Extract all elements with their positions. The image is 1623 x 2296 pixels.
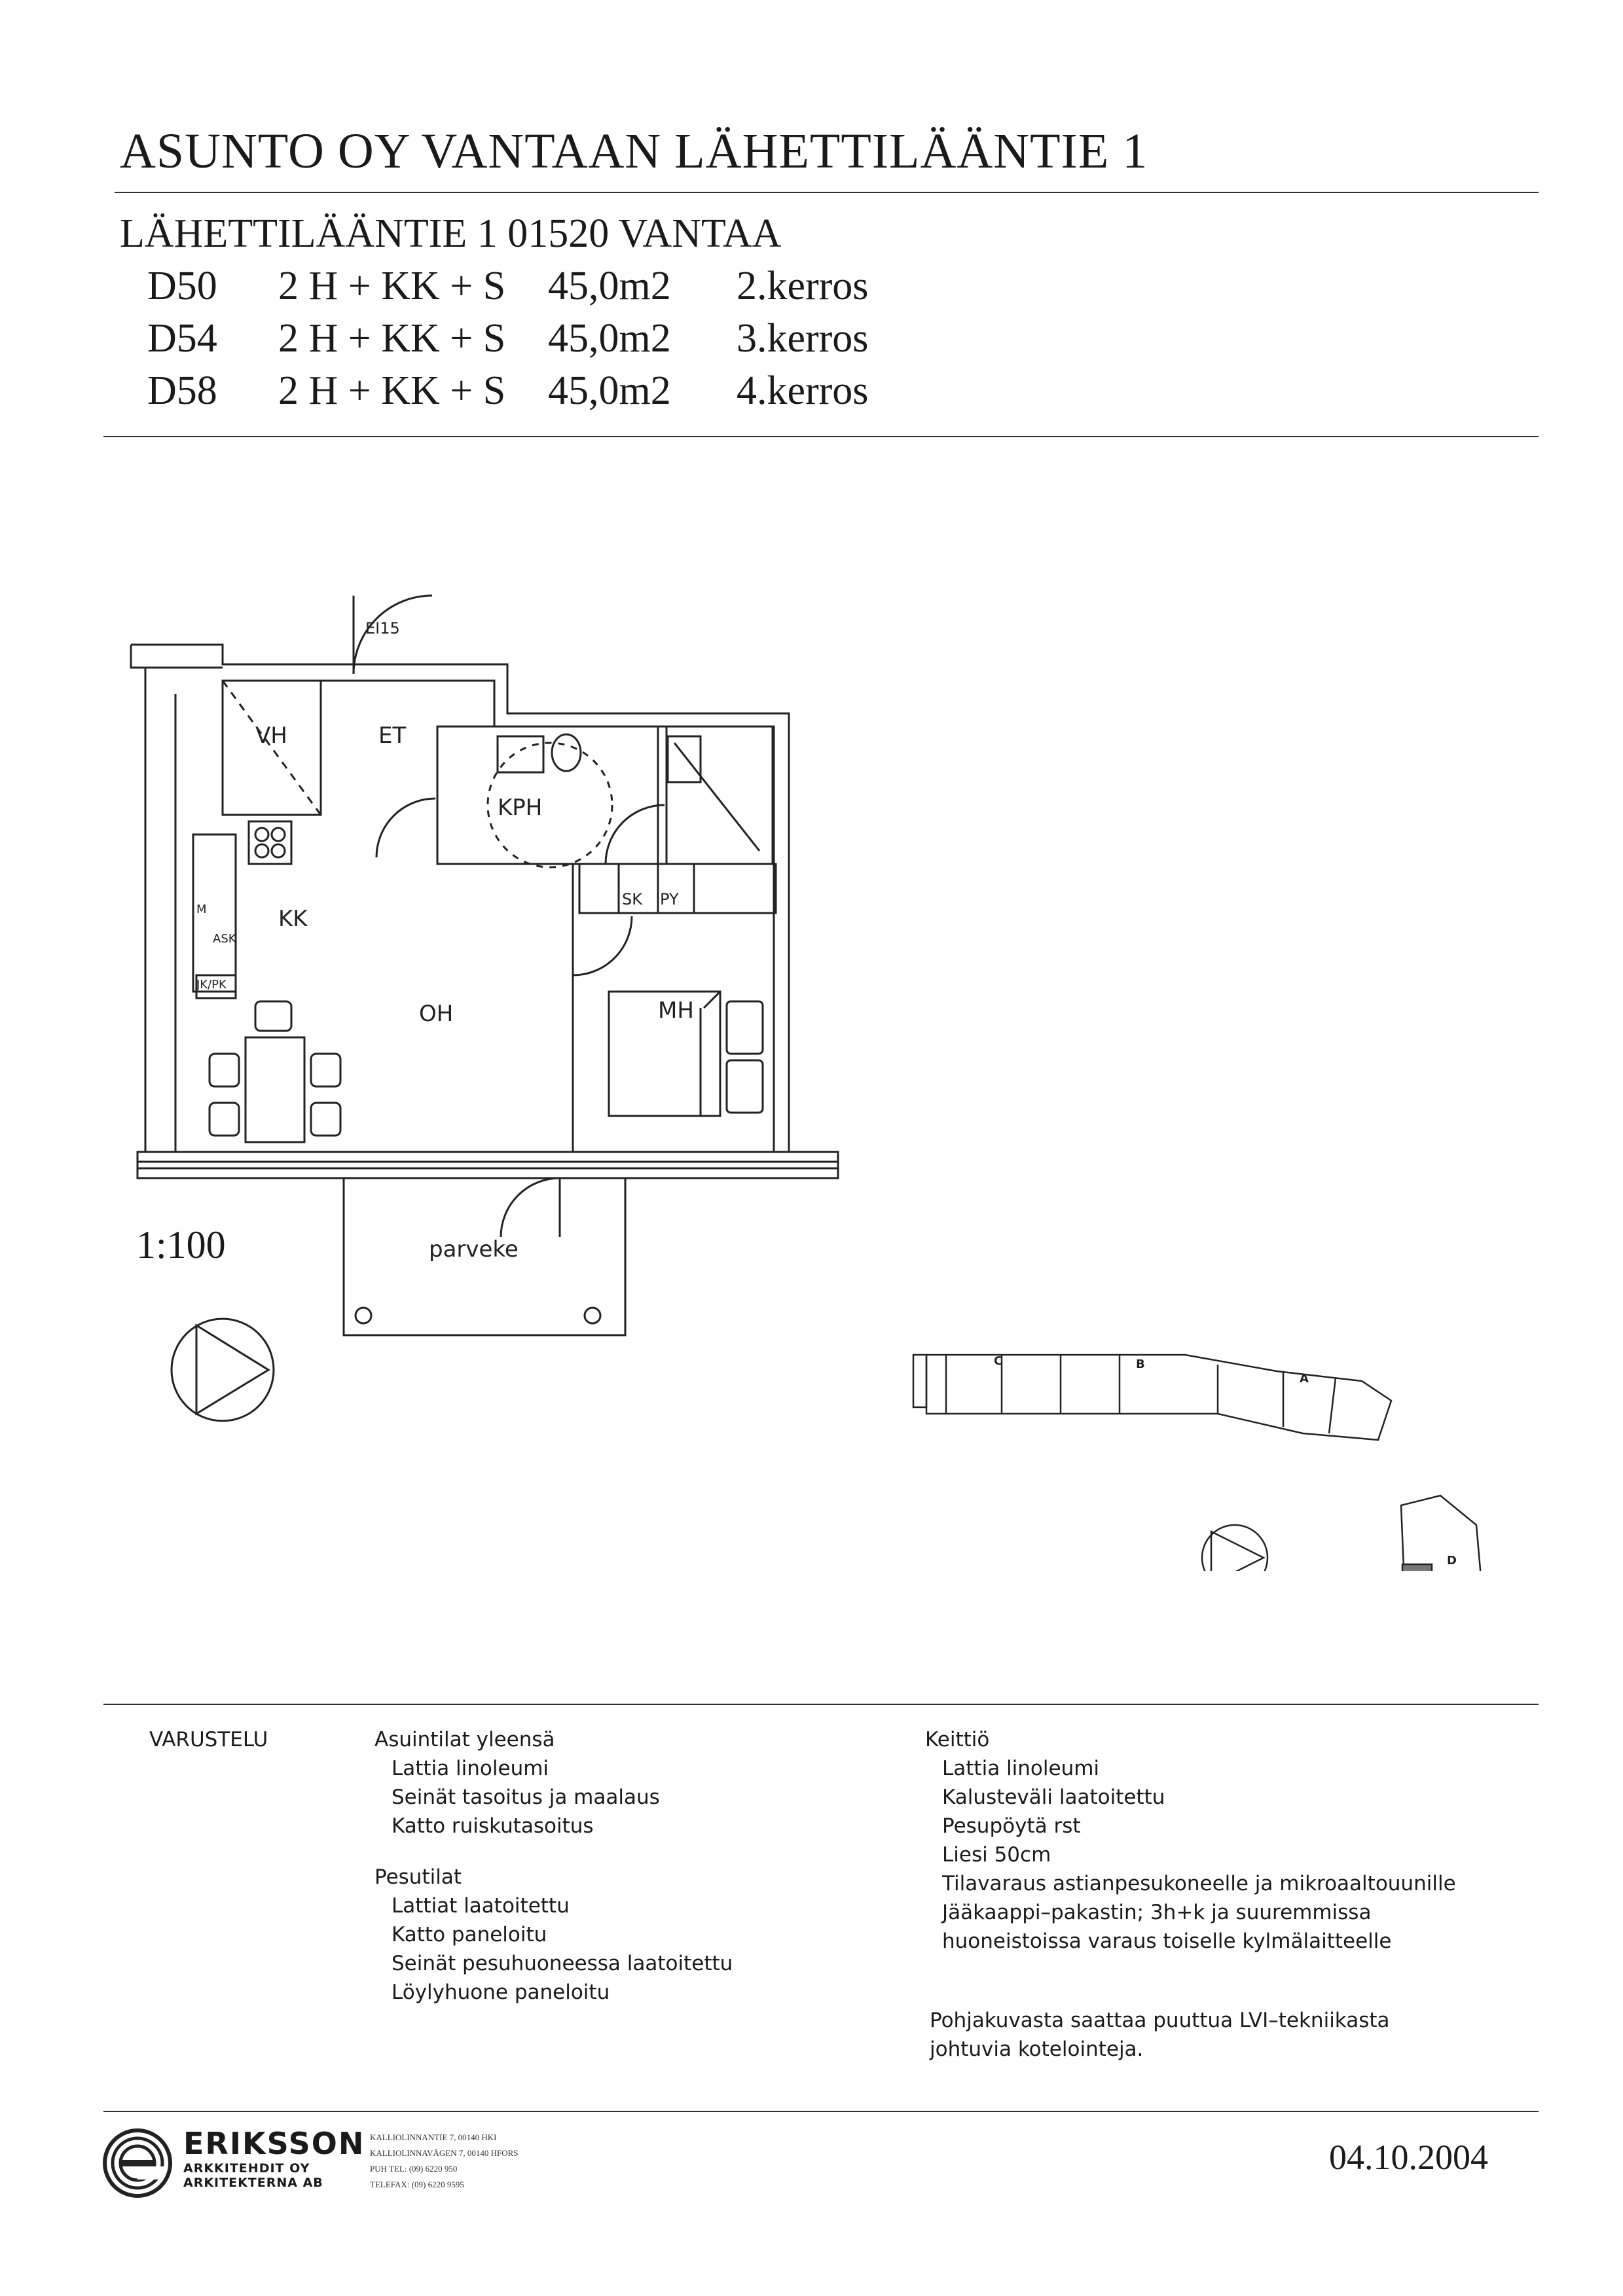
specs-heading: VARUSTELU <box>149 1728 268 1751</box>
label-et: ET <box>378 723 407 749</box>
site-label-a: A <box>1300 1372 1309 1386</box>
spec-group-title: Keittiö <box>925 1728 990 1751</box>
spec-item: Katto ruiskutasoitus <box>392 1814 594 1838</box>
spec-item: Lattia linoleumi <box>942 1757 1100 1780</box>
unit-floor: 3.kerros <box>737 316 869 361</box>
label-kk: KK <box>278 906 308 932</box>
label-vh: VH <box>255 723 287 749</box>
unit-type: 2 H + KK + S <box>278 368 506 413</box>
specs-left-column <box>374 1725 733 2007</box>
spec-item: Jääkaappi–pakastin; 3h+k ja suuremmissa <box>942 1901 1372 1924</box>
unit-id: D54 <box>147 316 217 361</box>
spec-item: Katto paneloitu <box>392 1923 547 1946</box>
logo-name: ERIKSSON <box>183 2126 365 2161</box>
unit-id: D58 <box>147 368 217 413</box>
label-m: M <box>196 903 207 916</box>
label-ei15: EI15 <box>365 619 400 637</box>
label-mh: MH <box>658 997 694 1024</box>
spec-item: Lattia linoleumi <box>392 1757 549 1780</box>
spec-item: Lattiat laatoitettu <box>392 1894 570 1918</box>
label-parveke: parveke <box>429 1236 519 1263</box>
unit-type: 2 H + KK + S <box>278 264 506 308</box>
specs-kitchen-column <box>925 1725 1456 1956</box>
unit-floor: 4.kerros <box>737 368 869 413</box>
unit-floor: 2.kerros <box>737 264 869 308</box>
plan-note <box>930 2006 1390 2064</box>
logo-text <box>183 2126 365 2190</box>
unit-area: 45,0m2 <box>548 368 671 413</box>
spec-group-title: Asuintilat yleensä <box>374 1728 555 1751</box>
label-sk: SK <box>622 890 642 908</box>
unit-type: 2 H + KK + S <box>278 316 506 361</box>
document-date: 04.10.2004 <box>1329 2138 1488 2177</box>
document-title: ASUNTO OY VANTAAN LÄHETTILÄÄNTIE 1 <box>120 124 1148 179</box>
label-oh: OH <box>419 1001 454 1027</box>
unit-area: 45,0m2 <box>548 264 671 308</box>
spec-item: Liesi 50cm <box>942 1843 1051 1867</box>
site-label-d: D <box>1447 1554 1457 1568</box>
spec-item: Kalusteväli laatoitettu <box>942 1785 1165 1809</box>
spec-item: Seinät pesuhuoneessa laatoitettu <box>392 1952 733 1975</box>
spec-item: Pesupöytä rst <box>942 1814 1081 1838</box>
label-ask: ASK <box>213 932 236 946</box>
spec-item: Seinät tasoitus ja maalaus <box>392 1785 660 1809</box>
footer-divider <box>103 2111 1539 2112</box>
note-line: johtuvia kotelointeja. <box>930 2037 1144 2061</box>
site-label-b: B <box>1136 1357 1145 1371</box>
spec-group-title: Pesutilat <box>374 1865 462 1889</box>
label-py: PY <box>660 890 679 908</box>
contact-line: KALLIOLINNAVÄGEN 7, 00140 HFORS <box>370 2148 519 2158</box>
label-kph: KPH <box>498 795 543 821</box>
site-label-c: C <box>994 1354 1003 1368</box>
logo-sub: ARKKITEHDIT OY <box>183 2161 310 2176</box>
contact-line: PUH TEL: (09) 6220 950 <box>370 2164 458 2174</box>
spec-item: huoneistoissa varaus toiselle kylmälaitteelle <box>942 1929 1392 1953</box>
label-jkpk: JK/PK <box>196 978 227 992</box>
scale-label: 1:100 <box>136 1223 226 1266</box>
spec-item: Tilavaraus astianpesukoneelle ja mikroaaltouunille <box>942 1872 1456 1895</box>
note-line: Pohjakuvasta saattaa puuttua LVI–tekniikasta <box>930 2009 1390 2032</box>
specs-divider <box>103 1704 1539 1705</box>
unit-area: 45,0m2 <box>548 316 671 361</box>
contact-line: KALLIOLINNANTIE 7, 00140 HKI <box>370 2132 497 2142</box>
address: LÄHETTILÄÄNTIE 1 01520 VANTAA <box>120 211 782 256</box>
eriksson-logo-icon <box>101 2127 173 2199</box>
contact-info <box>370 2130 519 2193</box>
spec-item: Löylyhuone paneloitu <box>392 1981 610 2004</box>
contact-line: TELEFAX: (09) 6220 9595 <box>370 2179 464 2189</box>
logo-sub: ARKITEKTERNA AB <box>183 2176 323 2190</box>
unit-id: D50 <box>147 264 217 308</box>
